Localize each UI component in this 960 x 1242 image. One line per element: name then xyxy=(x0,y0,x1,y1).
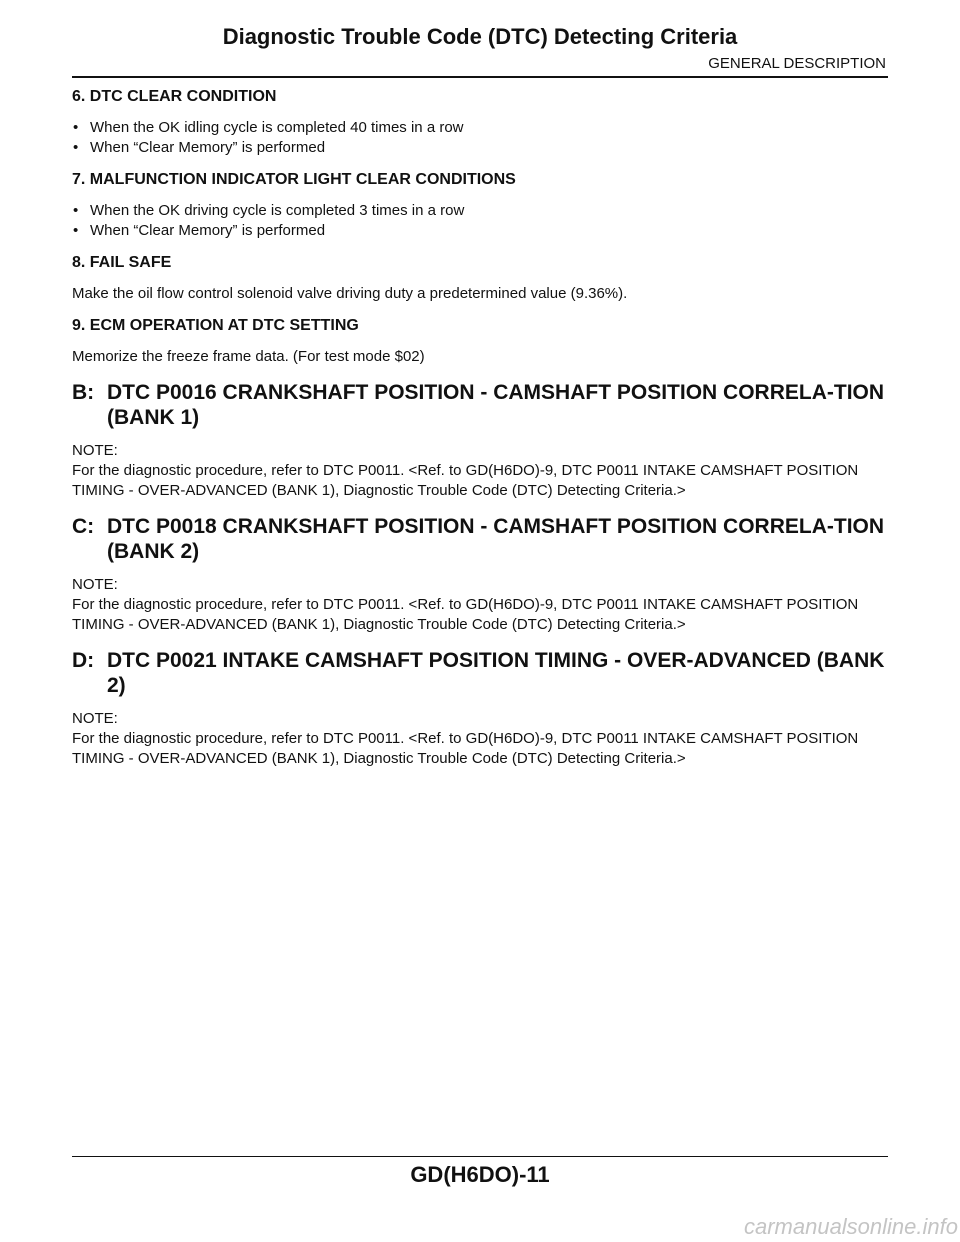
section-label: GENERAL DESCRIPTION xyxy=(708,55,886,72)
list-item: • When the OK idling cycle is completed 40 times in a row xyxy=(73,119,464,136)
list-dtc-clear-condition xyxy=(72,118,892,158)
major-heading-letter: D: xyxy=(72,649,95,672)
list-item: • When “Clear Memory” is performed xyxy=(73,139,326,156)
fail-safe-text: Make the oil flow control solenoid valve driving duty a predetermined value (9.36%). xyxy=(72,285,628,302)
page-title: Diagnostic Trouble Code (DTC) Detecting Criteria xyxy=(222,24,738,49)
note-text: For the diagnostic procedure, refer to DTC P0011. <Ref. to GD(H6DO)-9, DTC P0011 INTAKE CAMSHAFT POSITION TIMING - OVER-ADVANCED (BANK 1), Diagnostic Trouble Code (DTC) Detecting Criteria.> xyxy=(72,596,859,633)
bullet-icon: • xyxy=(73,119,79,136)
list-item: • When “Clear Memory” is performed xyxy=(73,222,326,239)
major-heading-d xyxy=(72,648,892,698)
major-heading-title: DTC P0021 INTAKE CAMSHAFT POSITION TIMING - OVER-ADVANCED (BANK 2) xyxy=(107,649,885,697)
bullet-icon: • xyxy=(73,202,79,219)
heading-ecm-operation: 9. ECM OPERATION AT DTC SETTING xyxy=(72,317,359,334)
footer-divider xyxy=(72,1156,888,1157)
major-heading-title: DTC P0018 CRANKSHAFT POSITION - CAMSHAFT POSITION CORRELA-TION (BANK 2) xyxy=(107,515,885,563)
note-label: NOTE: xyxy=(72,710,118,727)
heading-mil-clear-conditions: 7. MALFUNCTION INDICATOR LIGHT CLEAR CONDITIONS xyxy=(72,171,516,188)
major-heading-letter: B: xyxy=(72,381,95,404)
major-heading-b xyxy=(72,380,892,430)
header-divider xyxy=(72,76,888,78)
note-label: NOTE: xyxy=(72,576,118,593)
bullet-icon: • xyxy=(73,139,79,156)
page-number: GD(H6DO)-11 xyxy=(410,1162,550,1187)
major-heading-title: DTC P0016 CRANKSHAFT POSITION - CAMSHAFT POSITION CORRELA-TION (BANK 1) xyxy=(107,381,885,429)
major-heading-letter: C: xyxy=(72,515,95,538)
heading-dtc-clear-condition: 6. DTC CLEAR CONDITION xyxy=(72,88,277,105)
page-content xyxy=(72,88,892,782)
watermark-text: carmanualsonline.info xyxy=(743,1214,958,1239)
list-mil-clear-conditions xyxy=(72,201,892,241)
note-text: For the diagnostic procedure, refer to DTC P0011. <Ref. to GD(H6DO)-9, DTC P0011 INTAKE CAMSHAFT POSITION TIMING - OVER-ADVANCED (BANK 1), Diagnostic Trouble Code (DTC) Detecting Criteria.> xyxy=(72,730,859,767)
note-label: NOTE: xyxy=(72,442,118,459)
heading-fail-safe: 8. FAIL SAFE xyxy=(72,254,172,271)
ecm-operation-text: Memorize the freeze frame data. (For test mode $02) xyxy=(72,348,425,365)
note-text: For the diagnostic procedure, refer to DTC P0011. <Ref. to GD(H6DO)-9, DTC P0011 INTAKE CAMSHAFT POSITION TIMING - OVER-ADVANCED (BANK 1), Diagnostic Trouble Code (DTC) Detecting Criteria.> xyxy=(72,462,859,499)
major-heading-c xyxy=(72,514,892,564)
list-item: • When the OK driving cycle is completed 3 times in a row xyxy=(73,202,465,219)
bullet-icon: • xyxy=(73,222,79,239)
